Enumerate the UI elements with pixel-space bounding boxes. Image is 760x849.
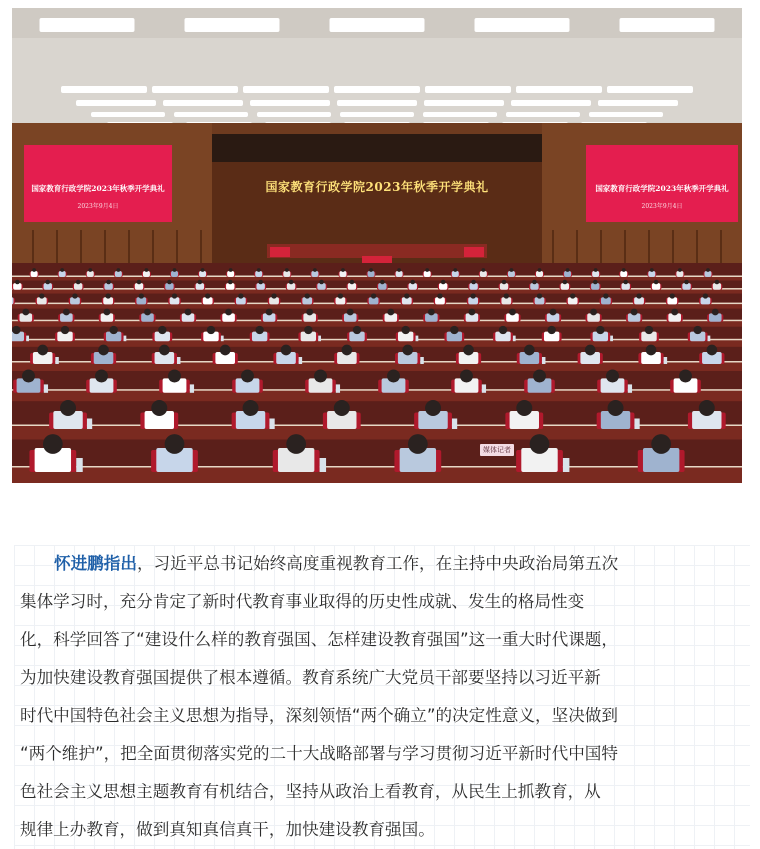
attendee-head (369, 268, 373, 272)
text-line-7: 色社会主义思想主题教育有机结合，坚持从政治上看教育，从民生上抓教育，从 (20, 782, 601, 801)
desk-edge (12, 288, 742, 290)
text-line-8: 规律上办教育，做到真知真信真干，加快建设教育强国。 (20, 820, 435, 839)
attendee-head (281, 345, 292, 356)
water-bottle (221, 336, 224, 342)
attendee-head (76, 280, 81, 285)
attendee-head (201, 268, 205, 272)
attendee-head (144, 309, 151, 316)
attendee-head (313, 268, 317, 272)
attendee-head (679, 370, 692, 383)
attendee-head (387, 309, 394, 316)
attendee-head (168, 370, 181, 383)
attendee-head (502, 280, 507, 285)
attendee-head (15, 280, 20, 285)
attendee-head (305, 293, 310, 298)
attendee-head (306, 309, 313, 316)
water-bottle (420, 357, 424, 364)
attendee-head (159, 345, 170, 356)
ceiling-light (511, 100, 591, 106)
attendee-head (550, 309, 557, 316)
ceiling-light (337, 100, 417, 106)
attendee-head (43, 434, 63, 454)
attendee-head (636, 293, 641, 298)
attendee-head (608, 400, 624, 416)
attendee-head (289, 280, 294, 285)
attendee-head (106, 280, 111, 285)
attendee-head (37, 345, 48, 356)
attendee-head (654, 280, 659, 285)
ceiling-light (607, 86, 693, 93)
speaker-name: 怀进鹏指出 (54, 554, 137, 573)
attendee-head (463, 345, 474, 356)
right-screen-title: 国家教育行政学院2023年秋季开学典礼 (595, 184, 729, 193)
water-bottle (55, 357, 59, 364)
attendee-head (537, 293, 542, 298)
attendee-head (585, 345, 596, 356)
water-bottle (416, 336, 419, 342)
attendee-head (566, 268, 570, 272)
article-paragraph (14, 545, 750, 849)
attendee-head (39, 293, 44, 298)
attendee-head (98, 345, 109, 356)
attendee-head (387, 370, 400, 383)
water-bottle (269, 419, 274, 430)
attendee-head (137, 280, 142, 285)
attendee-head (304, 326, 312, 334)
attendee-head (499, 326, 507, 334)
attendee-head (173, 268, 177, 272)
attendee-head (402, 345, 413, 356)
water-bottle (542, 357, 546, 364)
attendee-head (606, 370, 619, 383)
ceiling-light (61, 86, 147, 93)
ceiling-light (424, 100, 504, 106)
water-bottle (336, 384, 340, 392)
attendee-head (509, 309, 516, 316)
attendee-head (45, 280, 50, 285)
attendee-head (243, 400, 259, 416)
water-bottle (124, 336, 127, 342)
attendee-head (347, 309, 354, 316)
attendee-head (712, 309, 719, 316)
text-line-6: “两个维护”，把全面贯彻落实党的二十大战略部署与学习贯彻习近平新时代中国特 (20, 744, 618, 763)
attendee-head (286, 434, 306, 454)
water-bottle (44, 384, 48, 392)
desk-edge (12, 361, 742, 363)
attendee-head (563, 280, 568, 285)
water-bottle (318, 336, 321, 342)
ceiling-light (76, 100, 156, 106)
water-bottle (26, 336, 29, 342)
water-bottle (708, 336, 711, 342)
water-bottle (563, 458, 570, 472)
attendee-head (371, 293, 376, 298)
attendee-head (314, 370, 327, 383)
attendee-head (32, 268, 36, 272)
attendee-head (105, 293, 110, 298)
attendee-head (470, 293, 475, 298)
text-line-3: 化，科学回答了“建设什么样的教育强国、怎样建设教育强国”这一重大时代课题， (20, 630, 618, 649)
article-body (14, 545, 750, 849)
media-placard: 媒体记者 (480, 444, 514, 456)
attendee-head (631, 309, 638, 316)
attendee-head (266, 309, 273, 316)
attendee-head (699, 400, 715, 416)
ceiling-light (250, 100, 330, 106)
attendee-head (425, 400, 441, 416)
attendee-head (334, 400, 350, 416)
attendee-head (285, 268, 289, 272)
attendee-head (408, 434, 428, 454)
attendee-head (693, 326, 701, 334)
attendee-head (397, 268, 401, 272)
attendee-head (453, 268, 457, 272)
attendee-head (103, 309, 110, 316)
attendee-head (109, 326, 117, 334)
left-screen-date: 2023年9月4日 (77, 203, 119, 210)
attendee-head (593, 280, 598, 285)
hall-scene (12, 8, 742, 483)
attendee-head (670, 293, 675, 298)
attendee-head (60, 400, 76, 416)
attendee-head (60, 268, 64, 272)
attendee-head (241, 370, 254, 383)
ceiling-light (598, 100, 678, 106)
attendee-head (228, 280, 233, 285)
water-bottle (482, 384, 486, 392)
attendee-head (207, 326, 215, 334)
ceiling-light (185, 18, 280, 32)
attendee-head (671, 309, 678, 316)
water-bottle (87, 419, 92, 430)
attendee-head (350, 280, 355, 285)
attendee-head (380, 280, 385, 285)
water-bottle (190, 384, 194, 392)
floor (12, 263, 742, 483)
attendee-head (258, 280, 263, 285)
rostrum-table (267, 244, 487, 258)
attendee-head (516, 400, 532, 416)
ceiling-light (425, 86, 511, 93)
attendee-head (220, 345, 231, 356)
water-bottle (513, 336, 516, 342)
attendee-head (460, 370, 473, 383)
attendee-head (441, 280, 446, 285)
attendee-head (225, 309, 232, 316)
attendee-head (401, 326, 409, 334)
attendee-head (650, 268, 654, 272)
attendee-head (255, 326, 263, 334)
attendee-head (603, 293, 608, 298)
attendee-head (158, 326, 166, 334)
text-line-5: 时代中国特色社会主义思想为指导，深刻领悟“两个确立”的决定性意义，坚决做到 (20, 706, 618, 725)
attendee-head (471, 280, 476, 285)
attendee-head (342, 345, 353, 356)
attendee-head (651, 434, 671, 454)
attendee-head (167, 280, 172, 285)
left-screen-title: 国家教育行政学院2023年秋季开学典礼 (31, 184, 165, 193)
attendee-head (12, 326, 20, 334)
text-line-4: 为加快建设教育强国提供了根本遵循。教育系统广大党员干部要坚持以习近平新 (20, 668, 601, 687)
attendee-head (145, 268, 149, 272)
attendee-head (590, 309, 597, 316)
water-bottle (628, 384, 632, 392)
attendee-head (88, 268, 92, 272)
attendee-head (425, 268, 429, 272)
attendee-head (165, 434, 185, 454)
ceiling-light (423, 112, 497, 117)
water-bottle (452, 419, 457, 430)
attendee-head (570, 293, 575, 298)
ceiling-light (506, 112, 580, 117)
water-bottle (610, 336, 613, 342)
attendee-head (594, 268, 598, 272)
attendee-head (404, 293, 409, 298)
water-bottle (76, 458, 83, 472)
attendee-head (646, 345, 657, 356)
attendee-head (198, 280, 203, 285)
desk-row (12, 389, 742, 401)
attendee-head (715, 280, 720, 285)
attendee-head (353, 326, 361, 334)
attendee-head (623, 280, 628, 285)
conference-hall-photo (12, 8, 742, 483)
stage-banner: 国家教育行政学院2023年秋季开学典礼 (265, 180, 489, 194)
ceiling-light (330, 18, 425, 32)
attendee-head (510, 268, 514, 272)
attendee-head (116, 268, 120, 272)
attendee-head (72, 293, 77, 298)
attendee-head (481, 268, 485, 272)
attendee-head (428, 309, 435, 316)
attendee-head (172, 293, 177, 298)
attendee-head (22, 370, 35, 383)
ceiling-light (152, 86, 238, 93)
ceiling-light (589, 112, 663, 117)
ceiling-light (174, 112, 248, 117)
attendee-head (61, 326, 69, 334)
attendee-head (524, 345, 535, 356)
attendee-head (151, 400, 167, 416)
attendee-head (678, 268, 682, 272)
left-screen (24, 145, 172, 222)
text-line-2: 集体学习时，充分肯定了新时代教育事业取得的历史性成就、发生的格局性变 (20, 592, 585, 611)
ceiling-light (163, 100, 243, 106)
attendee-head (205, 293, 210, 298)
attendee-head (538, 268, 542, 272)
ceiling-light (334, 86, 420, 93)
attendee-head (450, 326, 458, 334)
attendee-head (271, 293, 276, 298)
water-bottle (177, 357, 181, 364)
attendee-head (645, 326, 653, 334)
attendee-head (22, 309, 29, 316)
ceiling-light (243, 86, 329, 93)
attendee-head (533, 370, 546, 383)
right-screen-date: 2023年9月4日 (641, 203, 683, 210)
attendee-head (684, 280, 689, 285)
attendee-head (596, 326, 604, 334)
attendee-head (532, 280, 537, 285)
attendee-head (341, 268, 345, 272)
attendee-head (706, 268, 710, 272)
attendee-head (63, 309, 70, 316)
attendee-head (139, 293, 144, 298)
attendee-head (437, 293, 442, 298)
desk-edge (12, 466, 742, 468)
ceiling-light (516, 86, 602, 93)
attendee-head (530, 434, 550, 454)
ceiling-light (620, 18, 715, 32)
ceiling-light (257, 112, 331, 117)
desk-row (12, 466, 742, 483)
water-bottle (320, 458, 327, 472)
ceiling-light (340, 112, 414, 117)
attendee-head (707, 345, 718, 356)
water-bottle (664, 357, 668, 364)
attendee-head (504, 293, 509, 298)
attendee-head (238, 293, 243, 298)
right-screen (586, 145, 738, 222)
ceiling-light (91, 112, 165, 117)
attendee-head (185, 309, 192, 316)
attendee-head (257, 268, 261, 272)
attendee-head (229, 268, 233, 272)
water-bottle (299, 357, 303, 364)
ceiling-light (40, 18, 135, 32)
ceiling-light (475, 18, 570, 32)
attendee-head (338, 293, 343, 298)
text-line-1: 怀进鹏指出，习近平总书记始终高度重视教育工作，在主持中央政治局第五次 (54, 554, 619, 573)
attendee-head (547, 326, 555, 334)
attendee-head (468, 309, 475, 316)
desk-edge (12, 389, 742, 391)
water-bottle (634, 419, 639, 430)
attendee-head (95, 370, 108, 383)
attendee-head (622, 268, 626, 272)
attendee-head (319, 280, 324, 285)
attendee-head (410, 280, 415, 285)
attendee-head (703, 293, 708, 298)
